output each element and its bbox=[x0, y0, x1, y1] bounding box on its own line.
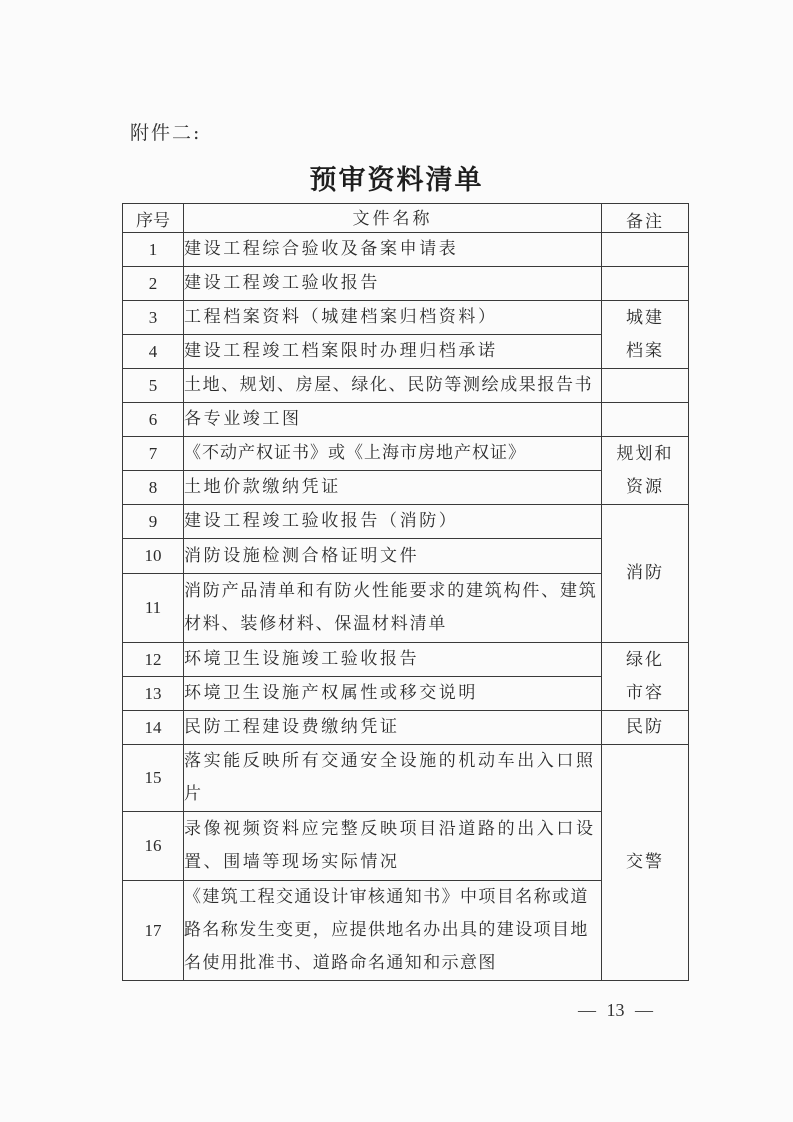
file-name: 消防产品清单和有防火性能要求的建筑构件、建筑材料、装修材料、保温材料清单 bbox=[184, 574, 602, 643]
file-name: 《不动产权证书》或《上海市房地产权证》 bbox=[184, 437, 602, 471]
table-row bbox=[123, 301, 689, 335]
file-name: 环境卫生设施竣工验收报告 bbox=[184, 643, 602, 677]
table-row bbox=[123, 505, 689, 539]
row-number: 6 bbox=[123, 403, 184, 437]
row-number: 17 bbox=[123, 881, 184, 981]
document-title: 预审资料清单 bbox=[309, 165, 484, 196]
row-number: 9 bbox=[123, 505, 184, 539]
row-number: 14 bbox=[123, 711, 184, 745]
remark-planning-resources: 规划和资源 bbox=[602, 437, 689, 505]
document-list-table bbox=[122, 203, 689, 981]
row-number: 16 bbox=[123, 812, 184, 881]
remark-fire-protection: 消防 bbox=[602, 505, 689, 643]
table-row bbox=[123, 233, 689, 267]
file-name: 土地、规划、房屋、绿化、民防等测绘成果报告书 bbox=[184, 369, 602, 403]
row-number: 7 bbox=[123, 437, 184, 471]
file-name: 民防工程建设费缴纳凭证 bbox=[184, 711, 602, 745]
header-serial-number: 序号 bbox=[123, 204, 184, 233]
file-name: 各专业竣工图 bbox=[184, 403, 602, 437]
attachment-label: 附件二: bbox=[130, 122, 202, 144]
table-row bbox=[123, 643, 689, 677]
row-number: 12 bbox=[123, 643, 184, 677]
table-header-row bbox=[123, 204, 689, 233]
remark-cell bbox=[602, 403, 689, 437]
table-row bbox=[123, 711, 689, 745]
file-name: 录像视频资料应完整反映项目沿道路的出入口设置、围墙等现场实际情况 bbox=[184, 812, 602, 881]
remark-cell bbox=[602, 267, 689, 301]
header-file-name: 文件名称 bbox=[184, 204, 602, 233]
remark-traffic-police: 交警 bbox=[602, 745, 689, 981]
row-number: 11 bbox=[123, 574, 184, 643]
row-number: 10 bbox=[123, 539, 184, 574]
file-name: 建设工程竣工档案限时办理归档承诺 bbox=[184, 335, 602, 369]
file-name: 土地价款缴纳凭证 bbox=[184, 471, 602, 505]
table-row bbox=[123, 267, 689, 301]
file-name: 建设工程竣工验收报告（消防） bbox=[184, 505, 602, 539]
table-row bbox=[123, 745, 689, 812]
file-name: 建设工程竣工验收报告 bbox=[184, 267, 602, 301]
table-row bbox=[123, 437, 689, 471]
table-row bbox=[123, 403, 689, 437]
row-number: 1 bbox=[123, 233, 184, 267]
file-name: 落实能反映所有交通安全设施的机动车出入口照片 bbox=[184, 745, 602, 812]
file-name: 工程档案资料（城建档案归档资料） bbox=[184, 301, 602, 335]
remark-urban-archives: 城建档案 bbox=[602, 301, 689, 369]
page-number: — 13 — bbox=[578, 1000, 653, 1020]
row-number: 13 bbox=[123, 677, 184, 711]
file-name: 建设工程综合验收及备案申请表 bbox=[184, 233, 602, 267]
row-number: 3 bbox=[123, 301, 184, 335]
remark-cell bbox=[602, 369, 689, 403]
row-number: 4 bbox=[123, 335, 184, 369]
row-number: 5 bbox=[123, 369, 184, 403]
header-remark: 备注 bbox=[602, 204, 689, 233]
file-name: 《建筑工程交通设计审核通知书》中项目名称或道路名称发生变更，应提供地名办出具的建设项目地名使用批准书、道路命名通知和示意图 bbox=[184, 881, 602, 981]
row-number: 2 bbox=[123, 267, 184, 301]
file-name: 环境卫生设施产权属性或移交说明 bbox=[184, 677, 602, 711]
remark-cell bbox=[602, 233, 689, 267]
row-number: 8 bbox=[123, 471, 184, 505]
remark-civil-defense: 民防 bbox=[602, 711, 689, 745]
row-number: 15 bbox=[123, 745, 184, 812]
table-row bbox=[123, 369, 689, 403]
remark-greening-cityscape: 绿化市容 bbox=[602, 643, 689, 711]
file-name: 消防设施检测合格证明文件 bbox=[184, 539, 602, 574]
